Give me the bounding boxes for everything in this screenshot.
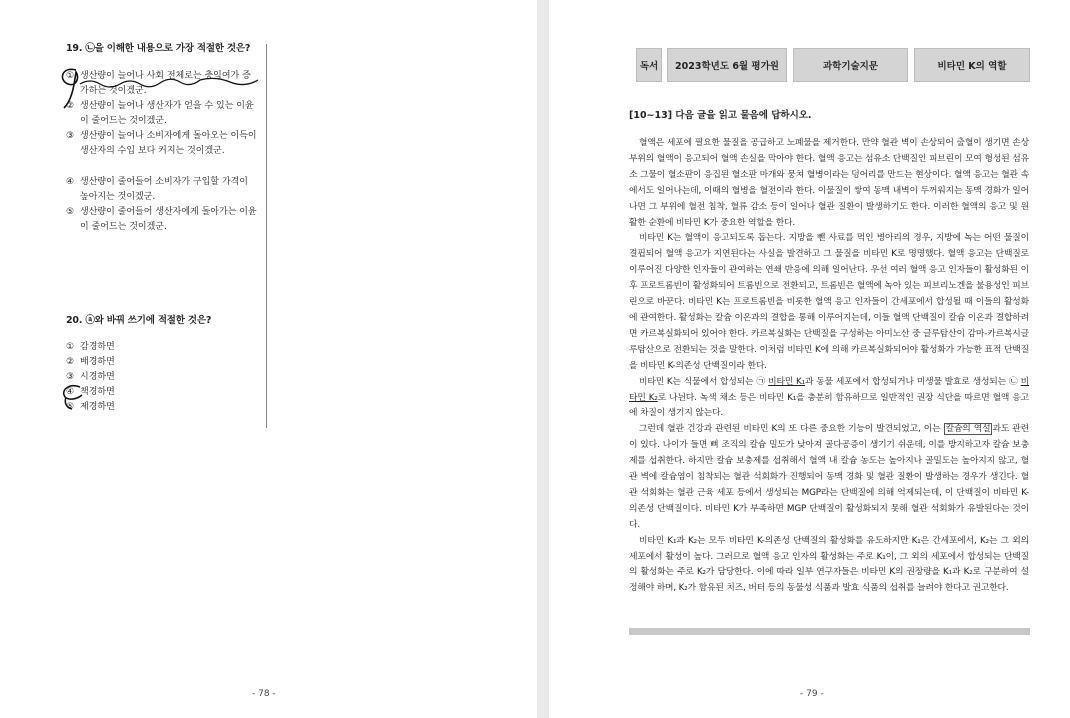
paragraph-4: 그런데 혈관 건강과 관련된 비타민 K의 또 다른 중요한 기능이 발견되었고, 이는 칼슘의 역설 과도 관련이 있다. 나이가 들면 뼈 조직의 칼슘 밀도가 낮아져 골다공증이 생기기 쉬운데, 이를 방지하고자 칼슘 보충제를 섭취한다. 하지만 칼슘 보충제를 섭취해서 혈액 내 칼슘 농도는 높아지나 골밀도는 높아지지 않고, 혈관 벽에 칼슘염이 침착되는 혈관 석회화가 진행되어 동맥 경화 및 혈관 질환이 발생하는 경우가 생긴다. 혈관 석회화는 혈관 근육 세포 등에서 생성되는 MGP라는 단백질에 의해 억제되는데, 이 단백질이 비타민 K-의존성 단백질이다. 비타민 K가 부족하면 MGP 단백질이 활성화되지 못해 혈관 석회화가 유발된다는 것이다. bbox=[629, 424, 1029, 530]
header-subject: 독서 bbox=[636, 48, 662, 82]
q20-option-4[interactable]: ④ 책경하면 bbox=[66, 387, 115, 397]
question-19-title: 19. ㉡을 이해한 내용으로 가장 적절한 것은? bbox=[66, 43, 251, 54]
header-category: 과학기술지문 bbox=[793, 48, 908, 82]
q19-option-4[interactable]: ④ 생산량이 줄어들어 소비자가 구입할 가격이 높아지는 것이겠군. bbox=[66, 177, 248, 202]
q20-option-2[interactable]: ② 배경하면 bbox=[66, 357, 115, 367]
paragraph-1: 혈액은 세포에 필요한 물질을 공급하고 노폐물을 제거한다. 만약 혈관 벽이 손상되어 출혈이 생기면 손상 부위의 혈액이 응고되어 혈액 손실을 막아야 한다. 혈액 응고는 섬유소 단백질인 피브린이 모여 형성된 섬유소 그물이 혈소판이 응집된 혈소판 마개와 뭉쳐 혈병이라는 덩어리를 만드는 현상이다. 혈액 응고는 혈관 속에서도 일어나는데, 이때의 혈병을 혈전이라 한다. 이물질이 쌓여 동맥 내벽이 두꺼워지는 동맥 경화가 일어나면 그 부위에 혈전 침착, 혈류 감소 등이 일어나 혈관 질환이 발생하기도 한다. 이러한 혈액의 응고 및 원활한 순환에 비타민 K가 중요한 역할을 한다. bbox=[629, 138, 1029, 228]
paragraph-2: 비타민 K는 혈액이 응고되도록 돕는다. 지방을 뺀 사료를 먹인 병아리의 경우, 지방에 녹는 어떤 물질이 결핍되어 혈액 응고가 지연된다는 사실을 발견하고 그 물질을 비타민 K로 명명했다. 혈액 응고는 단백질로 이루어진 다양한 인자들이 관여하는 연쇄 반응에 의해 일어난다. 우선 여러 혈액 응고 인자들이 활성화된 이후 프로트롬빈이 활성화되어 트롬빈으로 전환되고, 트롬빈은 혈액에 녹아 있는 피브리노겐을 불용성인 피브린으로 바꾼다. 비타민 K는 프로트롬빈을 비롯한 혈액 응고 인자들이 간세포에서 합성될 때 이들의 활성화에 관여한다. 활성화는 칼슘 이온과의 결합을 통해 이루어지는데, 이들 혈액 단백질이 칼슘 이온과 결합하려면 카르복실화되어 있어야 한다. 카르복실화는 단백질을 구성하는 아미노산 중 글루탐산이 감마-카르복시글루탐산으로 전환되는 것을 말한다. 이처럼 비타민 K에 의해 카르복실화되어야 활성화가 가능한 표적 단백질을 비타민 K-의존성 단백질이라 한다. bbox=[629, 233, 1029, 371]
paragraph-3: 비타민 K는 식물에서 합성되는 ㉠ 비타민 K₁과 동물 세포에서 합성되거나 미생물 발효로 생성되는 ㉡ 비타민 K₂로 나뉜다. 녹색 채소 등은 비타민 K₁을 충분히 함유하므로 일반적인 권장 식단을 따르면 혈액 응고에 차질이 생기지 않는다. bbox=[629, 376, 1030, 419]
q19-option-3[interactable]: ③ 생산량이 늘어나 소비자에게 돌아오는 이득이 생산자의 수입 보다 커지는 것이겠군. bbox=[66, 131, 257, 156]
question-20-title: 20. ⓐ와 바꿔 쓰기에 적절한 것은? bbox=[66, 315, 212, 326]
header-topic: 비타민 K의 역할 bbox=[914, 48, 1030, 82]
handwritten-underline-mark bbox=[80, 74, 260, 90]
passage-intro: [10~13] 다음 글을 읽고 물음에 답하시오. bbox=[629, 110, 812, 121]
column-divider bbox=[266, 44, 267, 428]
q19-option-2[interactable]: ② 생산량이 늘어나 생산자가 얻을 수 있는 이윤이 줄어드는 것이겠군. bbox=[66, 101, 254, 126]
vitamin-k2-underlined: 비타민 K₂ bbox=[629, 376, 1030, 403]
q19-option-1[interactable]: ① 생산량이 늘어나 사회 전체로는 충익여가 증가하는 것이겠군. bbox=[66, 71, 251, 96]
q20-option-5[interactable]: ⑤ 제경하면 bbox=[66, 402, 115, 412]
vitamin-k1-underlined: 비타민 K₁ bbox=[768, 376, 806, 387]
q19-option-5[interactable]: ⑤ 생산량이 줄어들어 생산자에게 돌아가는 이윤이 줄어드는 것이겠군. bbox=[66, 207, 257, 232]
page-number-left: - 78 - bbox=[252, 689, 276, 699]
page-number-right: - 79 - bbox=[800, 689, 824, 699]
q20-option-1[interactable]: ① 감경하면 bbox=[66, 342, 115, 352]
passage-body bbox=[629, 136, 1029, 597]
passage-end-bar bbox=[629, 628, 1030, 635]
paragraph-5: 비타민 K₁과 K₂는 모두 비타민 K-의존성 단백질의 활성화를 유도하지만 K₁은 간세포에서, K₂는 그 외의 세포에서 활성이 높다. 그러므로 혈액 응고 인자의 활성화는 주로 K₁이, 그 외의 세포에서 합성되는 단백질의 활성화는 주로 K₂가 담당한다. 이에 따라 일부 연구자들은 비타민 K의 권장량을 K₁과 K₂로 구분하여 설정해야 하며, K₂가 함유된 치즈, 버터 등의 동물성 식품과 발효 식품의 섭취를 늘려야 한다고 권고한다. bbox=[629, 535, 1029, 594]
handwritten-answer-circle-mark bbox=[58, 383, 88, 413]
right-page bbox=[549, 0, 1070, 718]
calcium-paradox-boxed: 칼슘의 역설 bbox=[945, 424, 991, 435]
header-exam: 2023학년도 6월 평가원 bbox=[667, 48, 787, 82]
q20-option-3[interactable]: ③ 시경하면 bbox=[66, 372, 115, 382]
